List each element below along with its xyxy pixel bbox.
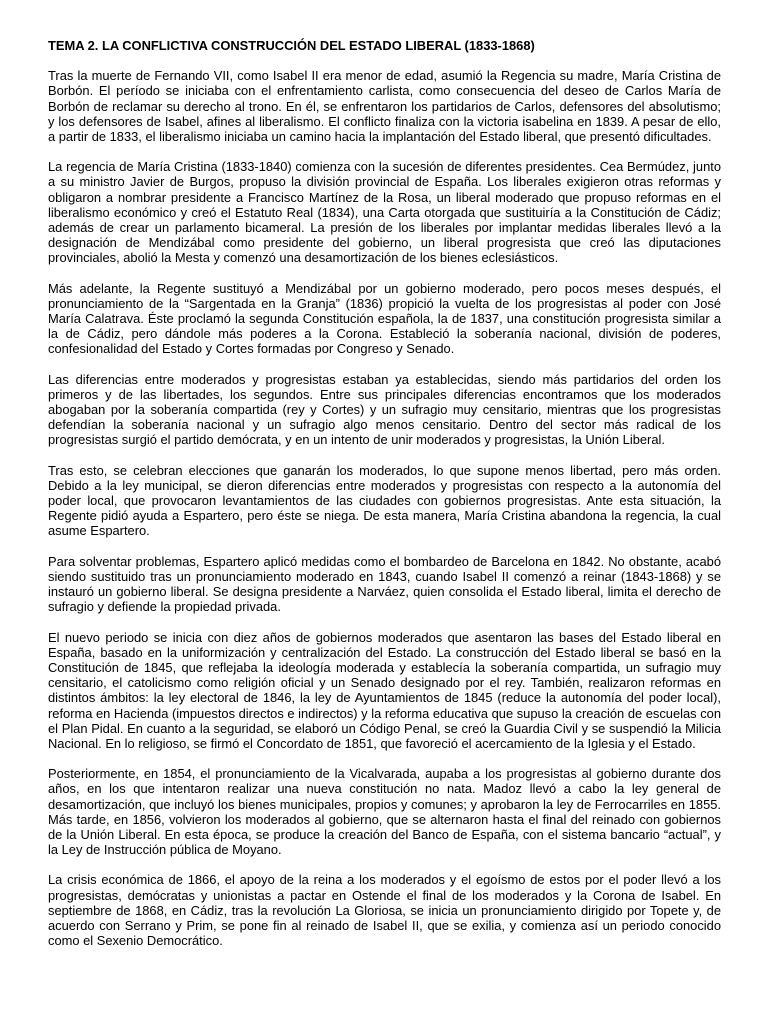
paragraph-constitution-1837: Más adelante, la Regente sustituyó a Mendizábal por un gobierno moderado, pero pocos meses después, el pronunciamiento de la “Sargentada en la Granja” (1836) propició la vuelta de los progresistas al poder con José María Calatrava. Éste proclamó la segunda Constitución española, la de 1837, una constitución progresista similar a la de Cádiz, pero dándole más poderes a la Corona. Estableció la soberanía nacional, división de poderes, confesionalidad del Estado y Cortes formadas por Congreso y Senado. (48, 280, 721, 357)
paragraph-carlist-war: Tras la muerte de Fernando VII, como Isabel II era menor de edad, asumió la Regencia su madre, María Cristina de Borbón. El período se iniciaba con el enfrentamiento carlista, como consecuencia del deseo de Carlos María de Borbón de reclamar su derecho al trono. En él, se enfrentaron los partidarios de Carlos, defensores del absolutismo; y los defensores de Isabel, afines al liberalismo. El conflicto finaliza con la victoria isabelina en 1839. A pesar de ello, a partir de 1833, el liberalismo iniciaba un camino hacia la implantación del Estado liberal, que presentó dificultades. (48, 68, 721, 145)
paragraph-espartero-regency: Tras esto, se celebran elecciones que ganarán los moderados, lo que supone menos libertad, pero más orden. Debido a la ley municipal, se dieron diferencias entre moderados y progresistas con respecto a la autonomía del poder local, que provocaron levantamientos de las ciudades con gobiernos progresistas. Ante esta situación, la Regente pidió ayuda a Espartero, pero éste se niega. De esta manera, María Cristina abandona la regencia, la cual asume Espartero. (48, 462, 721, 539)
paragraph-moderates-progressives: Las diferencias entre moderados y progresistas estaban ya establecidas, siendo más partidarios del orden los primeros y de las libertades, los segundos. Entre sus principales diferencias encontramos que los moderados abogaban por la soberanía compartida (rey y Cortes) y un sufragio muy censitario, mientras que los progresistas defendían la soberanía nacional y un sufragio algo menos censitario. Dentro del sector más radical de los progresistas surgió el partido demócrata, y en un intento de unir moderados y progresistas, la Unión Liberal. (48, 371, 721, 448)
paragraph-crisis-1866: La crisis económica de 1866, el apoyo de la reina a los moderados y el egoísmo de estos por el poder llevó a los progresistas, demócratas y unionistas a pactar en Ostende el final de los moderados y la Corona de Isabel. En septiembre de 1868, en Cádiz, tras la revolución La Gloriosa, se inicia un pronunciamiento dirigido por Topete y, de acuerdo con Serrano y Prim, se pone fin al reinado de Isabel II, que se exilia, y comienza así un periodo conocido como el Sexenio Democrático. (48, 872, 721, 949)
paragraph-espartero-measures: Para solventar problemas, Espartero aplicó medidas como el bombardeo de Barcelona en 1842. No obstante, acabó siendo sustituido tras un pronunciamiento moderado en 1843, cuando Isabel II comenzó a reinar (1843-1868) y se instauró un gobierno liberal. Se designa presidente a Narváez, quien consolida el Estado liberal, limita el derecho de sufragio y defiende la propiedad privada. (48, 553, 721, 615)
paragraph-progressive-biennium: Posteriormente, en 1854, el pronunciamiento de la Vicalvarada, aupaba a los progresistas al gobierno durante dos años, en los que intentaron realizar una nueva constitución no nata. Madoz llevó a cabo la ley general de desamortización, que incluyó los bienes municipales, propios y comunes; y aprobaron la ley de Ferrocarriles en 1855. Más tarde, en 1856, volvieron los moderados al gobierno, que se alternaron hasta el final del reinado con gobiernos de la Unión Liberal. En esta época, se produce la creación del Banco de España, con el sistema bancario “actual”, y la Ley de Instrucción pública de Moyano. (48, 766, 721, 858)
paragraph-regency-maria-cristina: La regencia de María Cristina (1833-1840) comienza con la sucesión de diferentes presidentes. Cea Bermúdez, junto a su ministro Javier de Burgos, propuso la división provincial de España. Los liberales exigieron otras reformas y obligaron a nombrar presidente a Francisco Martínez de la Rosa, un liberal moderado que propuso reformas en el liberalismo económico y creó el Estatuto Real (1834), una Carta otorgada que sustituiría a la Constitución de Cádiz; además de crear un parlamento bicameral. La presión de los liberales por implantar medidas liberales llevó a la designación de Mendizábal como presidente del gobierno, un liberal progresista que creó las diputaciones provinciales, abolió la Mesta y comenzó una desamortización de los bienes eclesiásticos. (48, 159, 721, 266)
document-page (48, 38, 721, 963)
paragraph-moderate-decade: El nuevo periodo se inicia con diez años de gobiernos moderados que asentaron las bases del Estado liberal en España, basado en la uniformización y centralización del Estado. La construcción del Estado liberal se basó en la Constitución de 1845, que reflejaba la ideología moderada y establecía la soberanía compartida, un sufragio muy censitario, el catolicismo como religión oficial y un Senado designado por el rey. También, realizaron reformas en distintos ámbitos: la ley electoral de 1846, la ley de Ayuntamientos de 1845 (reduce la autonomía del poder local), reforma en Hacienda (impuestos directos e indirectos) y la reforma educativa que supuso la creación de escuelas con el Plan Pidal. En cuanto a la seguridad, se elaboró un Código Penal, se creó la Guardia Civil y se suspendió la Milicia Nacional. En lo religioso, se firmó el Concordato de 1851, que favoreció el acercamiento de la Iglesia y el Estado. (48, 629, 721, 751)
document-title: TEMA 2. LA CONFLICTIVA CONSTRUCCIÓN DEL ESTADO LIBERAL (1833-1868) (48, 38, 535, 53)
